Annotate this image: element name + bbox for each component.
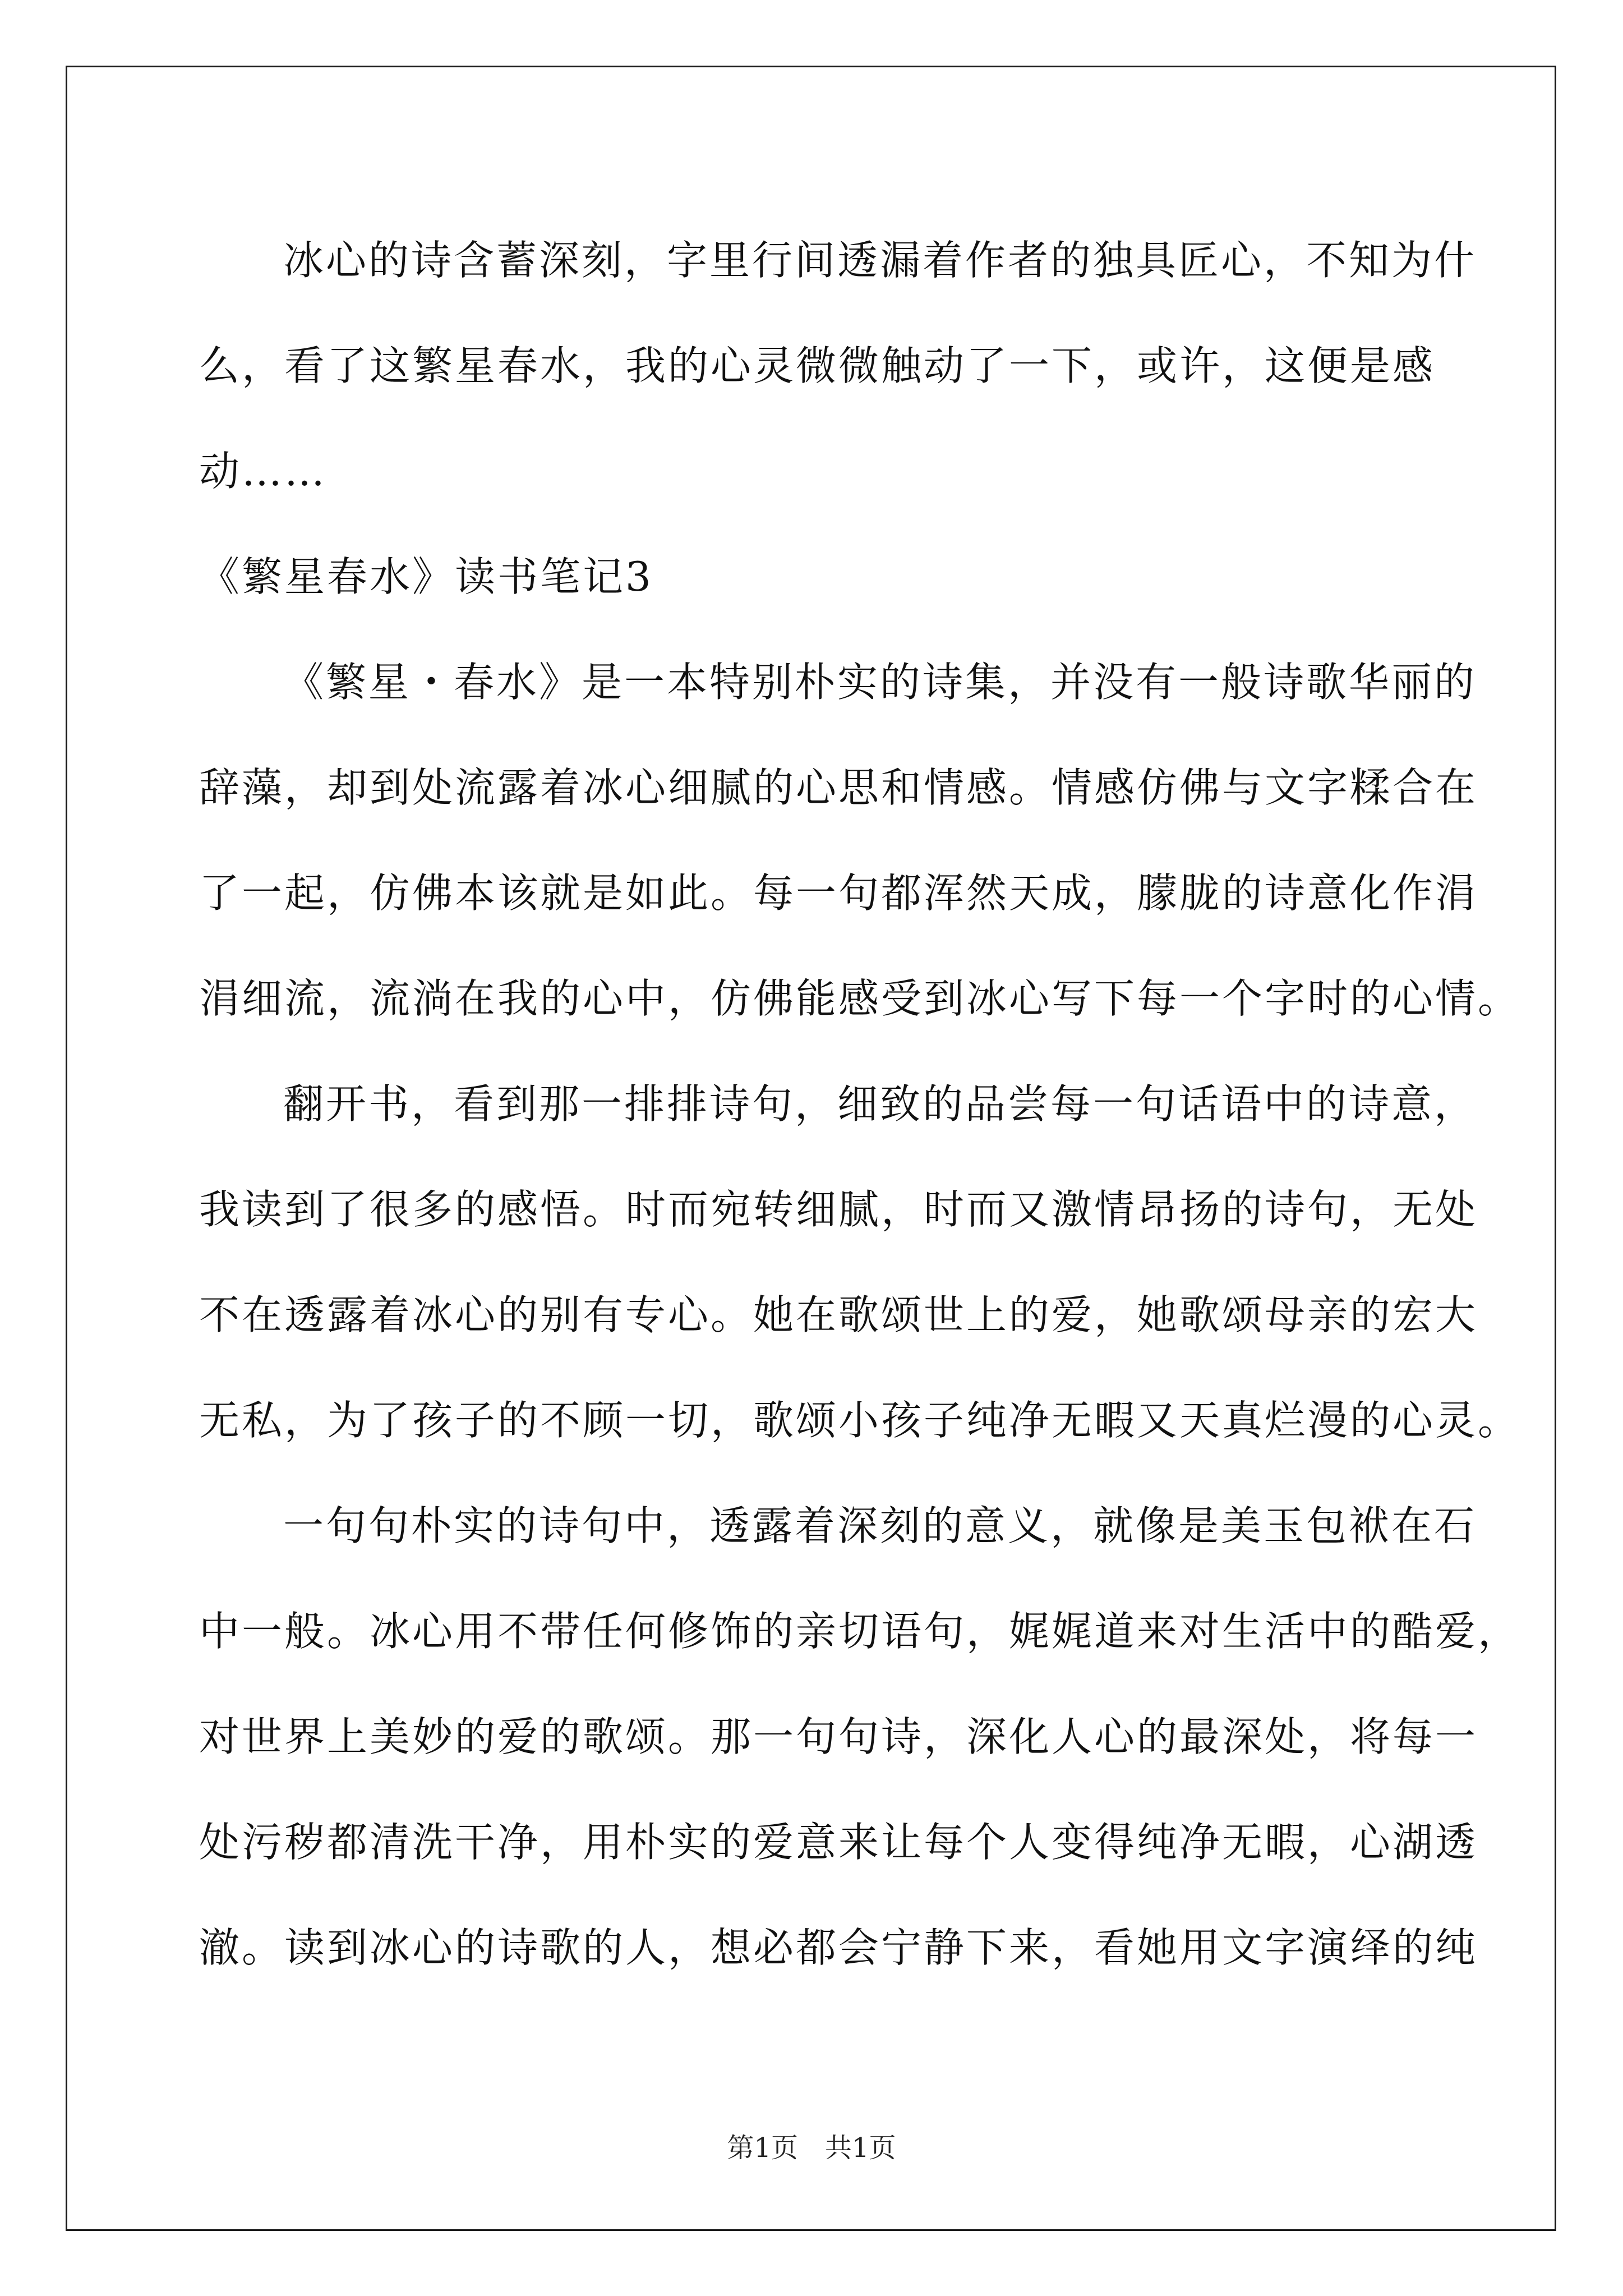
text-line: 处污秽都清洗干净，用朴实的爱意来让每个人变得纯净无暇，心湖透 — [199, 1819, 1478, 1866]
text-line: 动…… — [199, 448, 328, 495]
text-line: 对世界上美妙的爱的歌颂。那一句句诗，深化人心的最深处，将每一 — [199, 1713, 1478, 1760]
text-line: 么，看了这繁星春水，我的心灵微微触动了一下，或许，这便是感 — [199, 342, 1436, 389]
text-line: 辞藻，却到处流露着冰心细腻的心思和情感。情感仿佛与文字糅合在 — [199, 764, 1478, 811]
document-body — [199, 208, 1521, 2000]
text-line: 无私，为了孩子的不顾一切，歌颂小孩子纯净无暇又天真烂漫的心灵。 — [199, 1397, 1521, 1444]
section-heading: 《繁星春水》读书笔记3 — [199, 553, 653, 600]
text-line: 冰心的诗含蓄深刻，字里行间透漏着作者的独具匠心，不知为什 — [283, 237, 1477, 284]
text-line: 中一般。冰心用不带任何修饰的亲切语句，娓娓道来对生活中的酷爱， — [199, 1608, 1521, 1655]
text-line: 《繁星・春水》是一本特别朴实的诗集，并没有一般诗歌华丽的 — [283, 659, 1477, 706]
page-footer: 第1页 共1页 — [727, 2132, 896, 2164]
text-line: 翻开书，看到那一排排诗句，细致的品尝每一句话语中的诗意， — [283, 1080, 1477, 1128]
text-line: 一句句朴实的诗句中，透露着深刻的意义，就像是美玉包袱在石 — [283, 1502, 1477, 1549]
text-line: 涓细流，流淌在我的心中，仿佛能感受到冰心写下每一个字时的心情。 — [199, 975, 1521, 1022]
text-line: 我读到了很多的感悟。时而宛转细腻，时而又激情昂扬的诗句，无处 — [199, 1186, 1478, 1233]
text-line: 了一起，仿佛本该就是如此。每一句都浑然天成，朦胧的诗意化作涓 — [199, 869, 1478, 917]
text-line: 澈。读到冰心的诗歌的人，想必都会宁静下来，看她用文字演绎的纯 — [199, 1924, 1478, 1971]
text-line: 不在透露着冰心的别有专心。她在歌颂世上的爱，她歌颂母亲的宏大 — [199, 1291, 1478, 1338]
